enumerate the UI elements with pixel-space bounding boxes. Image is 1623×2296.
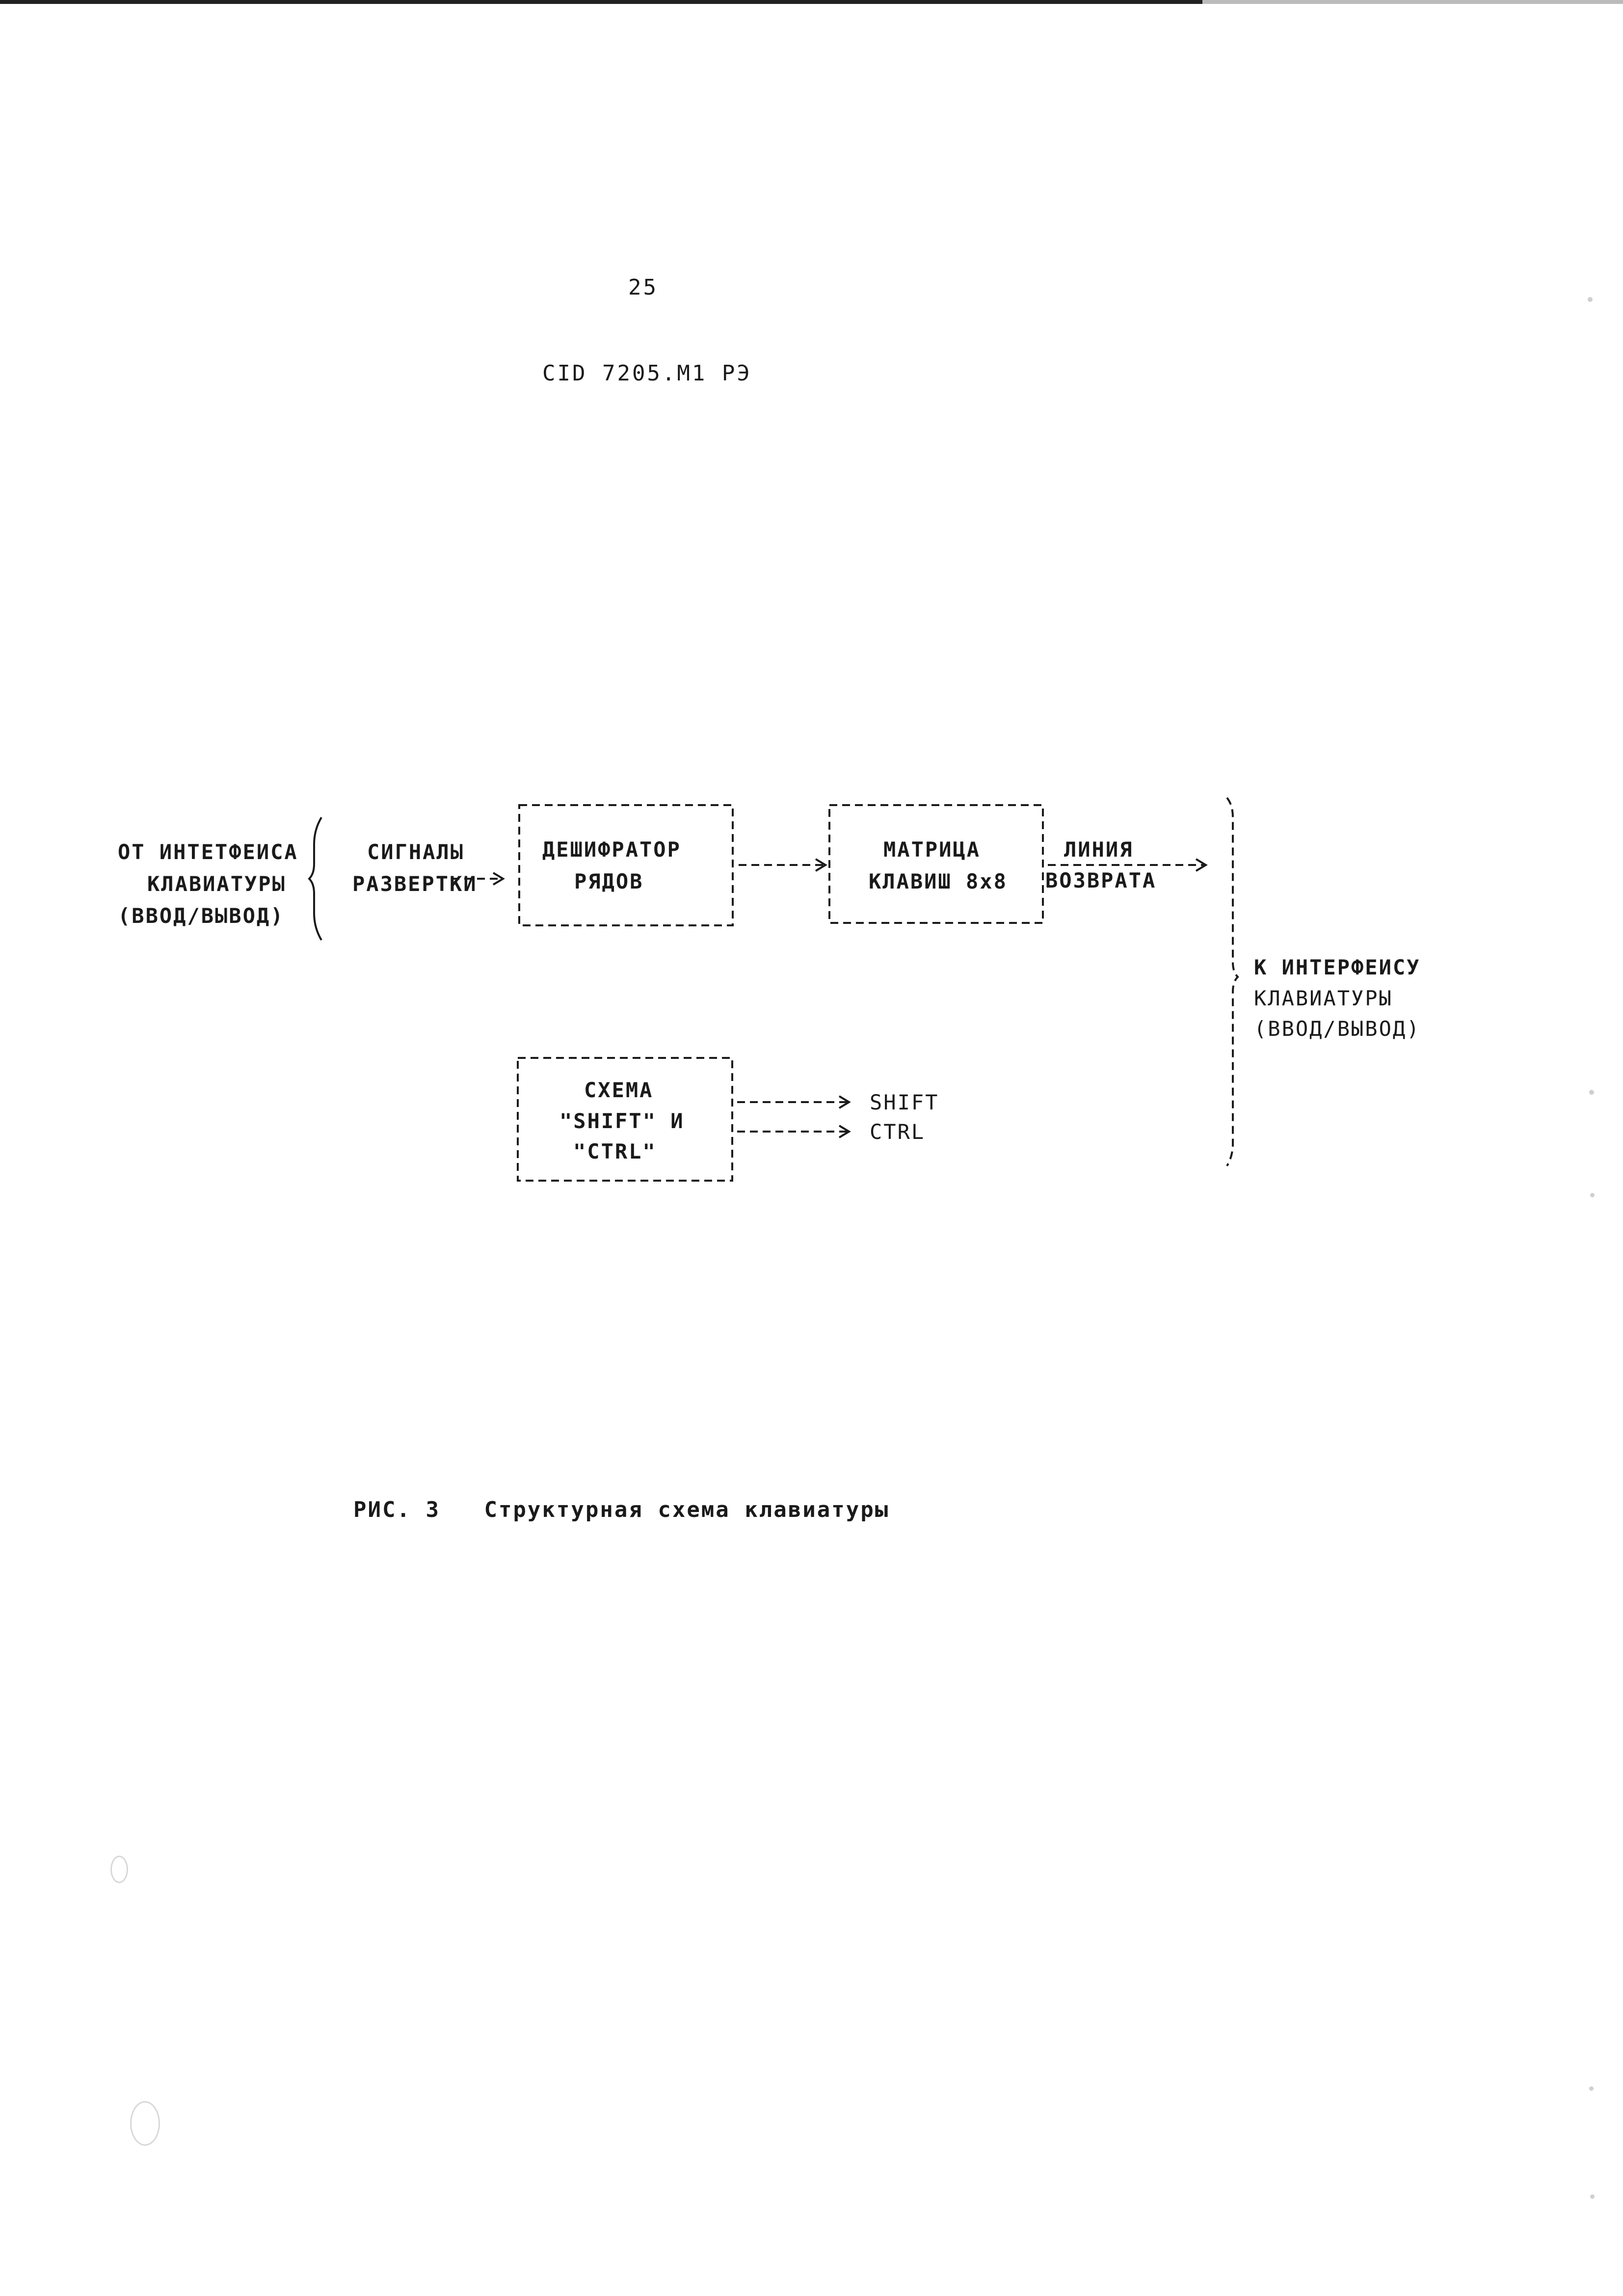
output-shift-label: SHIFT: [870, 1090, 939, 1114]
source-line-2: КЛАВИАТУРЫ: [147, 872, 286, 896]
row-decoder-box: [519, 805, 733, 925]
scan-speck: [1590, 2194, 1595, 2199]
return-lines-line-1: ЛИНИЯ: [1064, 837, 1134, 862]
punch-hole-mark: [130, 2101, 160, 2146]
scan-speck: [1589, 1090, 1594, 1095]
key-matrix-line-1: МАТРИЦА: [883, 837, 981, 862]
document-code: CID 7205.M1 РЭ: [542, 361, 752, 386]
source-line-3: (ВВОД/ВЫВОД): [118, 904, 285, 928]
scan-speck: [1590, 1193, 1595, 1197]
source-brace: [309, 817, 321, 940]
scan-speck: [1589, 2086, 1594, 2091]
output-ctrl-label: CTRL: [870, 1120, 926, 1144]
key-matrix-box: [829, 805, 1043, 923]
shift-ctrl-line-3: "CTRL": [573, 1139, 657, 1163]
figure-number: РИС. 3: [353, 1497, 440, 1522]
figure-caption: [353, 1497, 889, 1522]
punch-hole-mark: [110, 1856, 128, 1883]
row-decoder-line-2: РЯДОВ: [574, 869, 644, 893]
figure-title: Структурная схема клавиатуры: [484, 1497, 890, 1522]
key-matrix-line-2: КЛАВИШ 8x8: [869, 869, 1008, 893]
return-lines-line-2: ВОЗВРАТА: [1045, 868, 1157, 892]
destination-line-3: (ВВОД/ВЫВОД): [1254, 1017, 1421, 1041]
destination-line-2: КЛАВИАТУРЫ: [1254, 986, 1393, 1010]
destination-brace: [1227, 798, 1238, 1166]
destination-label: [1254, 955, 1420, 1041]
scan-signals-label: [352, 840, 478, 896]
scan-speck: [1588, 297, 1593, 302]
row-decoder-line-1: ДЕШИФРАТОР: [542, 837, 681, 862]
page-number: 25: [628, 275, 658, 300]
source-line-1: ОТ ИНТЕТФЕИСА: [118, 840, 298, 864]
source-label: [118, 840, 298, 928]
scan-signals-line-2: РАЗВЕРТКИ: [352, 872, 478, 896]
destination-line-1: К ИНТЕРФЕИСУ: [1254, 955, 1421, 979]
scan-signals-line-1: СИГНАЛЫ: [367, 840, 465, 864]
shift-ctrl-line-2: "SHIFT" И: [559, 1109, 685, 1133]
shift-ctrl-line-1: СХЕМА: [584, 1078, 654, 1102]
